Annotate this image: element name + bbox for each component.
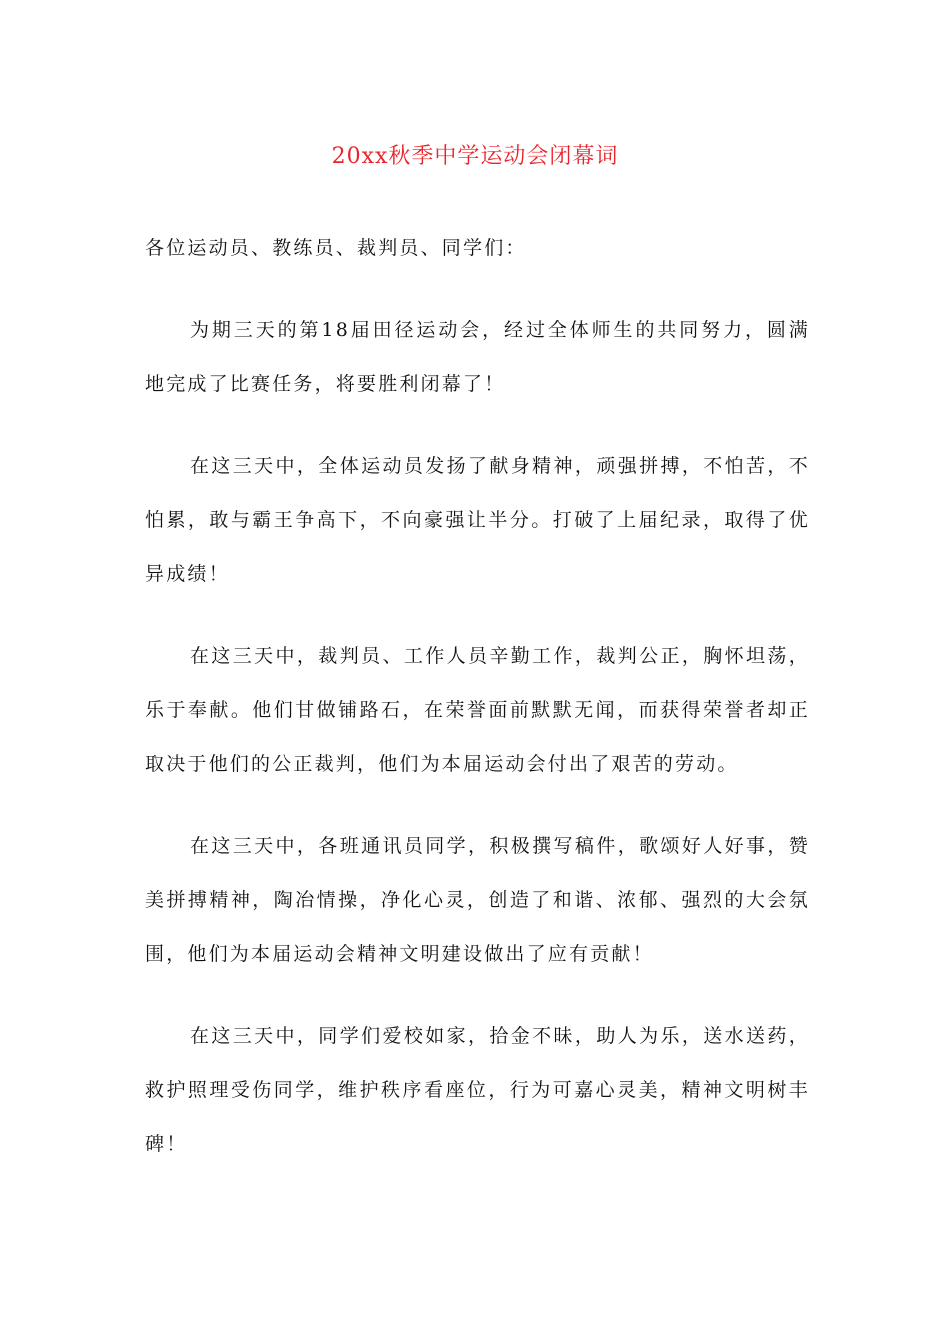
greeting-line: 各位运动员、教练员、裁判员、同学们：: [145, 237, 527, 259]
document-body: [145, 221, 810, 1199]
paragraph-1: 为期三天的第18届田径运动会，经过全体师生的共同努力，圆满地完成了比赛任务，将要胜利闭幕了！: [145, 319, 810, 395]
paragraph-5: 在这三天中，同学们爱校如家，拾金不昧，助人为乐，送水送药，救护照理受伤同学，维护秩序看座位，行为可嘉心灵美，精神文明树丰碑！: [145, 1025, 810, 1155]
paragraph-4: 在这三天中，各班通讯员同学，积极撰写稿件，歌颂好人好事，赞美拼搏精神，陶冶情操，净化心灵，创造了和谐、浓郁、强烈的大会氛围，他们为本届运动会精神文明建设做出了应有贡献！: [145, 835, 810, 965]
paragraph-2: 在这三天中，全体运动员发扬了献身精神，顽强拼搏，不怕苦，不怕累，敢与霸王争高下，不向豪强让半分。打破了上届纪录，取得了优异成绩！: [145, 455, 810, 585]
document-title: 20xx秋季中学运动会闭幕词: [331, 144, 619, 169]
paragraph-3: 在这三天中，裁判员、工作人员辛勤工作，裁判公正，胸怀坦荡，乐于奉献。他们甘做铺路石，在荣誉面前默默无闻，而获得荣誉者却正取决于他们的公正裁判，他们为本届运动会付出了艰苦的劳动。: [145, 645, 810, 775]
